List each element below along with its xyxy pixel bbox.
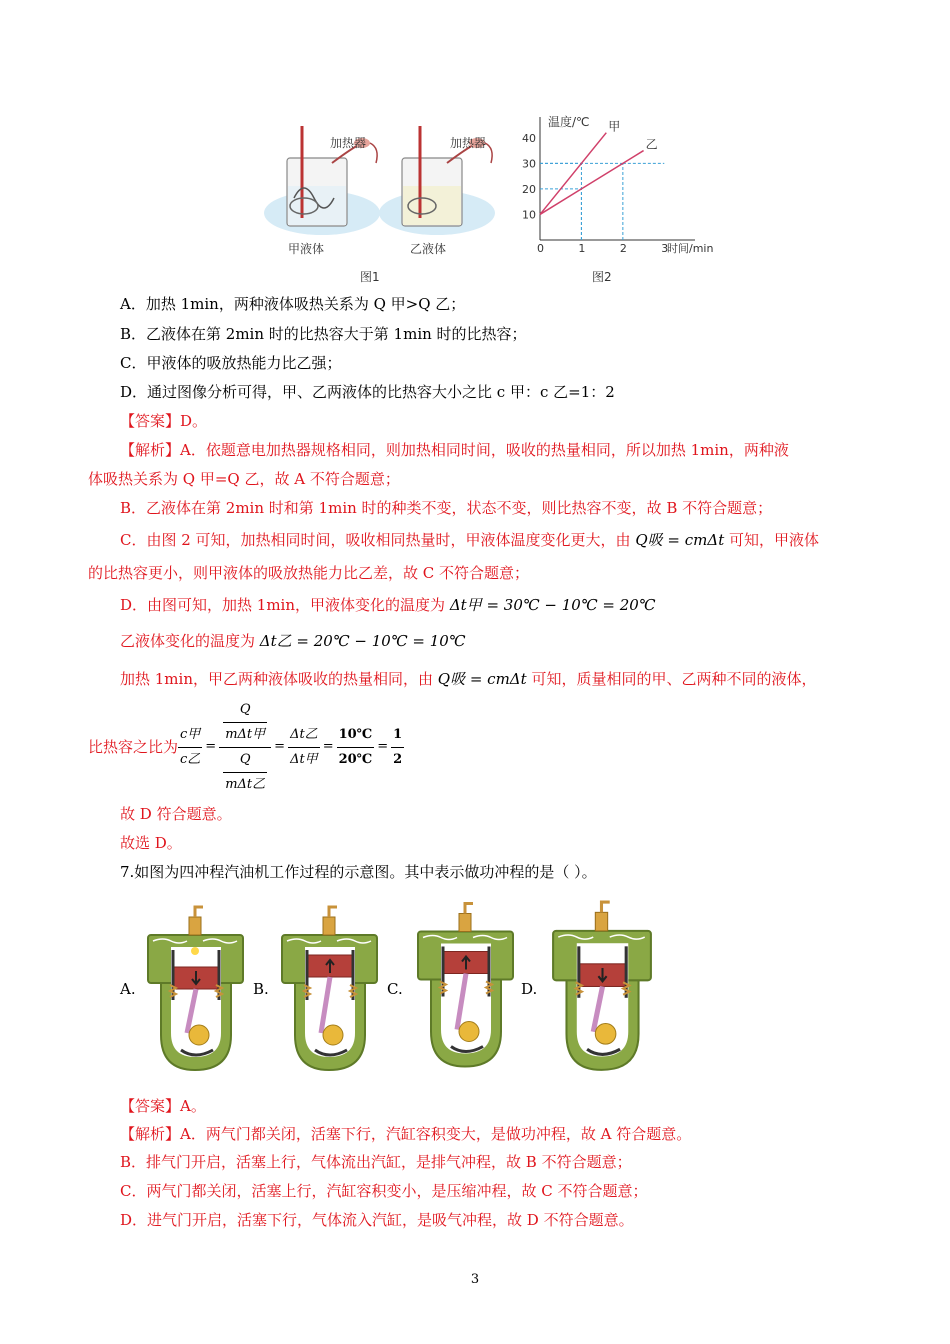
ratio-formula: $\frac{\text{c甲}}{\text{c乙}}$ = $\frac{\frac{Q}{\text{mΔt甲}}}{\frac{Q}{\text{mΔt乙}}}$ = $\frac{\text{Δt乙}}{\text{Δt甲}}$ = $\frac{10℃}{20℃}$ = $\frac{1}{2}$ xyxy=(178,698,404,797)
series-line-jia xyxy=(540,133,606,215)
series-line-yi xyxy=(540,151,644,215)
frac-c: $\frac{\text{c甲}}{\text{c乙}}$ xyxy=(178,723,202,772)
frac-result: $\frac{1}{2}$ xyxy=(391,723,404,772)
crankcase-inner xyxy=(441,984,491,1054)
series-label: 甲 xyxy=(608,119,621,134)
engine-label-d: D. xyxy=(521,980,538,998)
figure1-caption: 图1 xyxy=(360,270,380,284)
x-tick-label: 2 xyxy=(619,242,627,255)
y-tick-label: 10 xyxy=(522,208,536,222)
engine-diagram-c xyxy=(413,898,518,1075)
analysis-q6-4a: D．由图可知，加热 1min，甲液体变化的温度为 xyxy=(120,596,446,614)
analysis-q6-1b: 体吸热关系为 Q 甲=Q 乙，故 A 不符合题意； xyxy=(88,470,400,488)
spark-plug-wire xyxy=(195,907,203,917)
answer-q6: 【答案】D。 xyxy=(120,412,208,430)
analysis-q7-b: B．排气门开启，活塞上行，气体流出汽缸，是排气冲程，故 B 不符合题意； xyxy=(120,1153,632,1171)
spark-plug-icon xyxy=(189,917,201,935)
analysis-q6-3b: 可知，甲液体 xyxy=(729,531,820,549)
conclusion-q6-1: 故 D 符合题意。 xyxy=(120,805,232,823)
analysis-q6-7a: 比热容之比为 xyxy=(88,738,179,756)
spark-icon xyxy=(191,947,199,955)
analysis-q6-6 xyxy=(120,669,816,689)
engine-diagram-d xyxy=(547,900,657,1075)
y-tick-label: 20 xyxy=(522,182,536,196)
engine-label-a: A. xyxy=(120,980,136,998)
x-tick-label: 1 xyxy=(578,242,586,255)
crankcase-inner xyxy=(305,987,355,1057)
analysis-q6-3a: C．由图 2 可知，加热相同时间，吸收相同热量时，甲液体温度变化更大，由 xyxy=(120,531,631,549)
option-d: D．通过图像分析可得，甲、乙两液体的比热容大小之比 c 甲：c 乙=1：2 xyxy=(120,383,615,401)
heater-label-a: 加热器 xyxy=(330,136,367,150)
analysis-q6-1: 【解析】A．依题意电加热器规格相同，则加热相同时间，吸收的热量相同，所以加热 1min，两种液 xyxy=(120,441,789,459)
spark-plug-wire xyxy=(601,902,609,912)
analysis-q6-6b: 可知，质量相同的甲、乙两种不同的液体， xyxy=(531,670,817,688)
answer-q7: 【答案】A。 xyxy=(120,1097,206,1115)
beaker-label-a: 甲液体 xyxy=(288,242,325,256)
x-tick-label: 0 xyxy=(537,242,544,255)
figure2-caption: 图2 xyxy=(592,270,612,284)
formula-q-absorb-2: Q吸 = cmΔt xyxy=(437,670,527,688)
analysis-q6-3 xyxy=(120,530,819,550)
crankshaft xyxy=(189,1025,209,1045)
figure2-chart xyxy=(515,112,725,262)
engine-label-b: B. xyxy=(253,980,269,998)
y-axis-label: 温度/℃ xyxy=(548,115,590,129)
analysis-q6-4 xyxy=(120,595,656,615)
frac-q-over-q: $\frac{\frac{Q}{\text{mΔt甲}}}{\frac{Q}{\text{mΔt乙}}}$ xyxy=(219,698,271,797)
page-number: 3 xyxy=(470,1272,480,1287)
y-tick-label: 40 xyxy=(522,131,536,145)
question-7: 7.如图为四冲程汽油机工作过程的示意图。其中表示做功冲程的是（ ）。 xyxy=(120,863,597,881)
analysis-q7-d: D．进气门开启，活塞下行，气体流入汽缸，是吸气冲程，故 D 不符合题意。 xyxy=(120,1211,634,1229)
analysis-q6-6a: 加热 1min，甲乙两种液体吸收的热量相同，由 xyxy=(120,670,433,688)
beaker-label-b: 乙液体 xyxy=(410,242,447,256)
spark-plug-wire xyxy=(329,907,337,917)
frac-values: $\frac{10℃}{20℃}$ xyxy=(337,723,375,772)
option-b: B．乙液体在第 2min 时的比热容大于第 1min 时的比热容； xyxy=(120,325,527,343)
formula-q-absorb: Q吸 = cmΔt xyxy=(635,531,725,549)
y-tick-label: 30 xyxy=(522,157,536,171)
formula-dt-jia: Δt甲 = 30℃ − 10℃ = 20℃ xyxy=(449,596,656,614)
analysis-q6-2: B．乙液体在第 2min 时和第 1min 时的种类不变，状态不变，则比热容不变，故 B 不符合题意； xyxy=(120,499,773,517)
analysis-q6-3c: 的比热容更小，则甲液体的吸放热能力比乙差，故 C 不符合题意； xyxy=(88,564,530,582)
frac-dt: $\frac{\text{Δt乙}}{\text{Δt甲}}$ xyxy=(288,723,320,772)
engine-label-c: C. xyxy=(387,980,403,998)
formula-dt-yi: Δt乙 = 20℃ − 10℃ = 10℃ xyxy=(259,632,466,650)
spark-plug-icon xyxy=(459,914,471,932)
x-tick-label: 3 xyxy=(661,242,669,255)
option-a: A．加热 1min，两种液体吸热关系为 Q 甲>Q 乙； xyxy=(120,295,466,313)
spark-plug-icon xyxy=(323,917,335,935)
crankshaft xyxy=(595,1024,616,1045)
spark-plug-wire xyxy=(465,904,473,914)
series-label: 乙 xyxy=(645,137,658,152)
analysis-q6-5 xyxy=(120,631,466,651)
analysis-q6-7 xyxy=(88,702,404,792)
analysis-q6-5a: 乙液体变化的温度为 xyxy=(120,632,256,650)
x-axis-label: 时间/min xyxy=(667,242,714,255)
engine-diagram-b xyxy=(277,905,382,1075)
heater-label-b: 加热器 xyxy=(450,136,487,150)
engine-diagram-a xyxy=(143,905,248,1075)
analysis-q7-a: 【解析】A．两气门都关闭，活塞下行，汽缸容积变大，是做功冲程，故 A 符合题意。 xyxy=(120,1125,692,1143)
spark-plug-icon xyxy=(595,912,607,931)
conclusion-q6-2: 故选 D。 xyxy=(120,834,182,852)
analysis-q7-c: C．两气门都关闭，活塞上行，汽缸容积变小，是压缩冲程，故 C 不符合题意； xyxy=(120,1182,648,1200)
option-c: C．甲液体的吸放热能力比乙强； xyxy=(120,354,342,372)
crankshaft xyxy=(323,1025,343,1045)
crankshaft xyxy=(459,1022,479,1042)
